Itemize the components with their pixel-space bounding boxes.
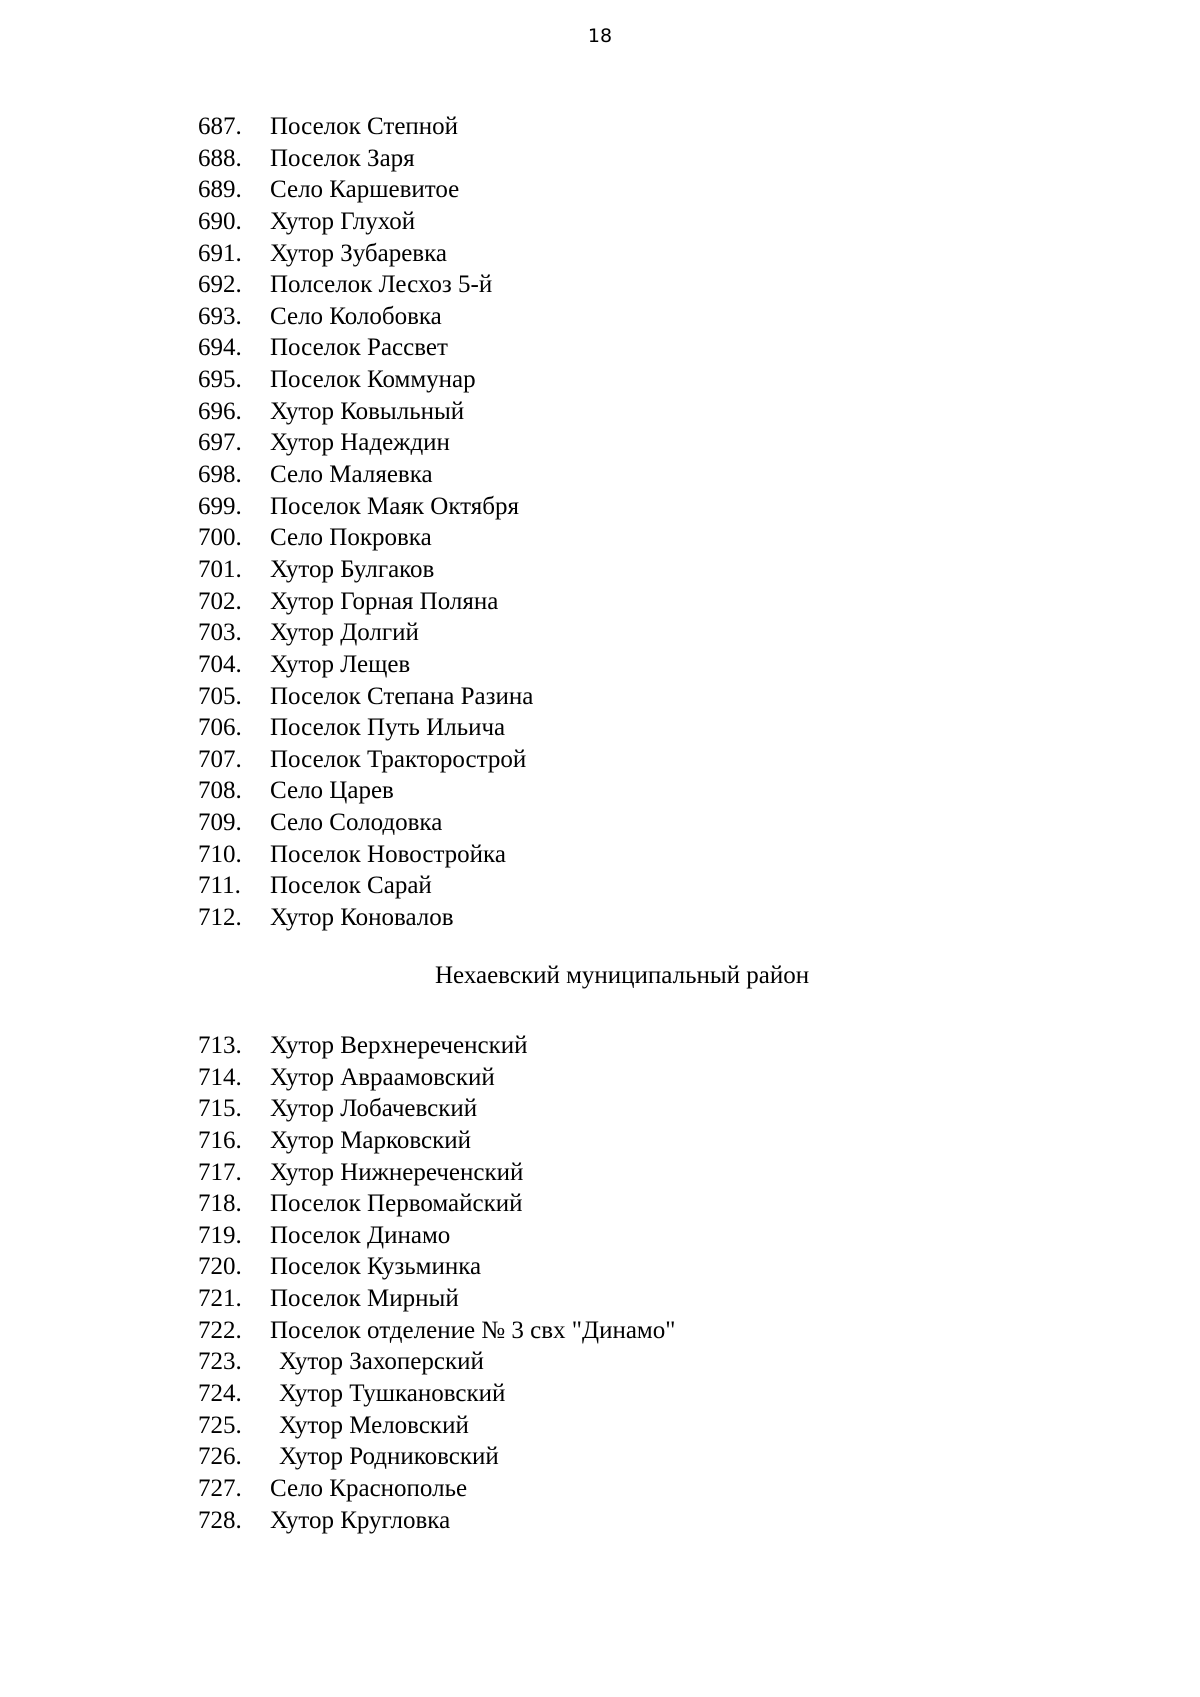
item-number: 698. xyxy=(198,461,242,489)
page-number: 18 xyxy=(587,25,613,47)
item-number: 690. xyxy=(198,207,242,235)
list-item xyxy=(198,1505,675,1537)
item-name: Хутор Зубаревка xyxy=(270,239,447,267)
item-number: 714. xyxy=(198,1063,242,1091)
item-name: Хутор Захоперский xyxy=(279,1348,484,1376)
item-name: Поселок Заря xyxy=(270,144,415,172)
item-number: 724. xyxy=(198,1380,242,1408)
list-item xyxy=(198,775,533,807)
item-name: Поселок Новостройка xyxy=(270,840,506,868)
item-number: 705. xyxy=(198,682,242,710)
item-number: 715. xyxy=(198,1095,242,1123)
item-number: 696. xyxy=(198,397,242,425)
item-name: Хутор Марковский xyxy=(270,1126,472,1154)
item-name: Село Маляевка xyxy=(270,461,433,489)
item-number: 707. xyxy=(198,745,242,773)
item-number: 692. xyxy=(198,271,242,299)
item-name: Село Царев xyxy=(270,777,394,805)
item-number: 706. xyxy=(198,714,242,742)
list-item xyxy=(198,649,533,681)
item-name: Поселок Рассвет xyxy=(270,334,448,362)
item-number: 697. xyxy=(198,429,242,457)
item-name: Хутор Нижнереченский xyxy=(270,1158,524,1186)
item-number: 721. xyxy=(198,1285,242,1313)
item-number: 702. xyxy=(198,587,242,615)
item-number: 728. xyxy=(198,1506,242,1534)
item-number: 703. xyxy=(198,619,242,647)
item-number: 709. xyxy=(198,809,242,837)
item-number: 689. xyxy=(198,176,242,204)
item-number: 725. xyxy=(198,1411,242,1439)
item-name: Хутор Надеждин xyxy=(270,429,450,457)
item-number: 726. xyxy=(198,1443,242,1471)
item-number: 713. xyxy=(198,1032,242,1059)
list-item xyxy=(198,1410,675,1442)
list-item xyxy=(198,522,533,554)
item-number: 723. xyxy=(198,1348,242,1376)
item-number: 717. xyxy=(198,1158,242,1186)
item-name: Поселок Сарай xyxy=(270,872,432,900)
item-number: 716. xyxy=(198,1126,242,1154)
list-item xyxy=(198,1251,675,1283)
item-number: 727. xyxy=(198,1474,242,1502)
list-item xyxy=(198,712,533,744)
list-item xyxy=(198,681,533,713)
item-number: 711. xyxy=(198,872,241,900)
list-item xyxy=(198,427,533,459)
list-item xyxy=(198,1283,675,1315)
list-item xyxy=(198,617,533,649)
list-item xyxy=(198,332,533,364)
item-name: Село Колобовка xyxy=(270,302,442,330)
item-name: Полселок Лесхоз 5-й xyxy=(270,271,493,299)
settlement-list-bottom xyxy=(198,1030,675,1536)
item-number: 712. xyxy=(198,904,242,932)
item-number: 704. xyxy=(198,650,242,678)
item-number: 701. xyxy=(198,555,242,583)
item-number: 722. xyxy=(198,1316,242,1344)
item-name: Хутор Горная Поляна xyxy=(270,587,499,615)
item-name: Поселок Маяк Октября xyxy=(270,492,519,520)
list-item xyxy=(198,1441,675,1473)
item-name: Хутор Глухой xyxy=(270,207,416,235)
list-item xyxy=(198,902,533,934)
item-name: Хутор Верхнереченский xyxy=(270,1032,528,1059)
item-name: Хутор Ковыльный xyxy=(270,397,465,425)
list-item xyxy=(198,807,533,839)
item-name: Хутор Булгаков xyxy=(270,555,435,583)
item-name: Поселок Степной xyxy=(270,113,459,140)
item-name: Поселок отделение № 3 свх "Динамо" xyxy=(270,1316,676,1344)
item-name: Хутор Лобачевский xyxy=(270,1095,478,1123)
item-name: Поселок Путь Ильича xyxy=(270,714,506,742)
list-item xyxy=(198,143,533,175)
item-number: 718. xyxy=(198,1190,242,1218)
section-heading: Нехаевский муниципальный район xyxy=(435,962,810,989)
list-item xyxy=(198,396,533,428)
item-name: Поселок Кузьминка xyxy=(270,1253,482,1281)
list-item xyxy=(198,491,533,523)
item-number: 700. xyxy=(198,524,242,552)
item-number: 688. xyxy=(198,144,242,172)
item-number: 699. xyxy=(198,492,242,520)
item-name: Хутор Долгий xyxy=(270,619,419,647)
item-name: Поселок Коммунар xyxy=(270,366,476,394)
item-number: 691. xyxy=(198,239,242,267)
settlement-list-top xyxy=(198,111,533,934)
item-name: Село Солодовка xyxy=(270,809,443,837)
item-number: 695. xyxy=(198,366,242,394)
item-name: Поселок Первомайский xyxy=(270,1190,523,1218)
list-item xyxy=(198,111,533,143)
item-number: 693. xyxy=(198,302,242,330)
item-name: Хутор Коновалов xyxy=(270,904,454,932)
item-number: 719. xyxy=(198,1221,242,1249)
item-name: Хутор Меловский xyxy=(279,1411,469,1439)
item-number: 720. xyxy=(198,1253,242,1281)
list-item xyxy=(198,1030,675,1062)
list-item xyxy=(198,269,533,301)
list-item xyxy=(198,1062,675,1094)
list-item xyxy=(198,744,533,776)
item-name: Хутор Тушкановский xyxy=(279,1380,506,1408)
list-item xyxy=(198,1125,675,1157)
item-name: Поселок Мирный xyxy=(270,1285,459,1313)
list-item xyxy=(198,839,533,871)
item-number: 687. xyxy=(198,113,242,140)
list-item xyxy=(198,1346,675,1378)
list-item xyxy=(198,1188,675,1220)
list-item xyxy=(198,459,533,491)
item-name: Село Краснополье xyxy=(270,1474,468,1502)
item-name: Хутор Авраамовский xyxy=(270,1063,495,1091)
item-name: Село Каршевитое xyxy=(270,176,460,204)
item-number: 694. xyxy=(198,334,242,362)
item-name: Хутор Лещев xyxy=(270,650,411,678)
item-name: Хутор Кругловка xyxy=(270,1506,451,1534)
list-item xyxy=(198,174,533,206)
item-number: 710. xyxy=(198,840,242,868)
list-item xyxy=(198,1220,675,1252)
list-item xyxy=(198,1157,675,1189)
list-item xyxy=(198,586,533,618)
item-name: Поселок Степана Разина xyxy=(270,682,534,710)
list-item xyxy=(198,1093,675,1125)
list-item xyxy=(198,1473,675,1505)
list-item xyxy=(198,301,533,333)
item-number: 708. xyxy=(198,777,242,805)
item-name: Поселок Тракторострой xyxy=(270,745,527,773)
list-item xyxy=(198,554,533,586)
list-item xyxy=(198,1378,675,1410)
item-name: Хутор Родниковский xyxy=(279,1443,499,1471)
list-item xyxy=(198,238,533,270)
list-item xyxy=(198,206,533,238)
item-name: Село Покровка xyxy=(270,524,432,552)
list-item xyxy=(198,870,533,902)
list-item xyxy=(198,1315,675,1347)
item-name: Поселок Динамо xyxy=(270,1221,451,1249)
list-item xyxy=(198,364,533,396)
